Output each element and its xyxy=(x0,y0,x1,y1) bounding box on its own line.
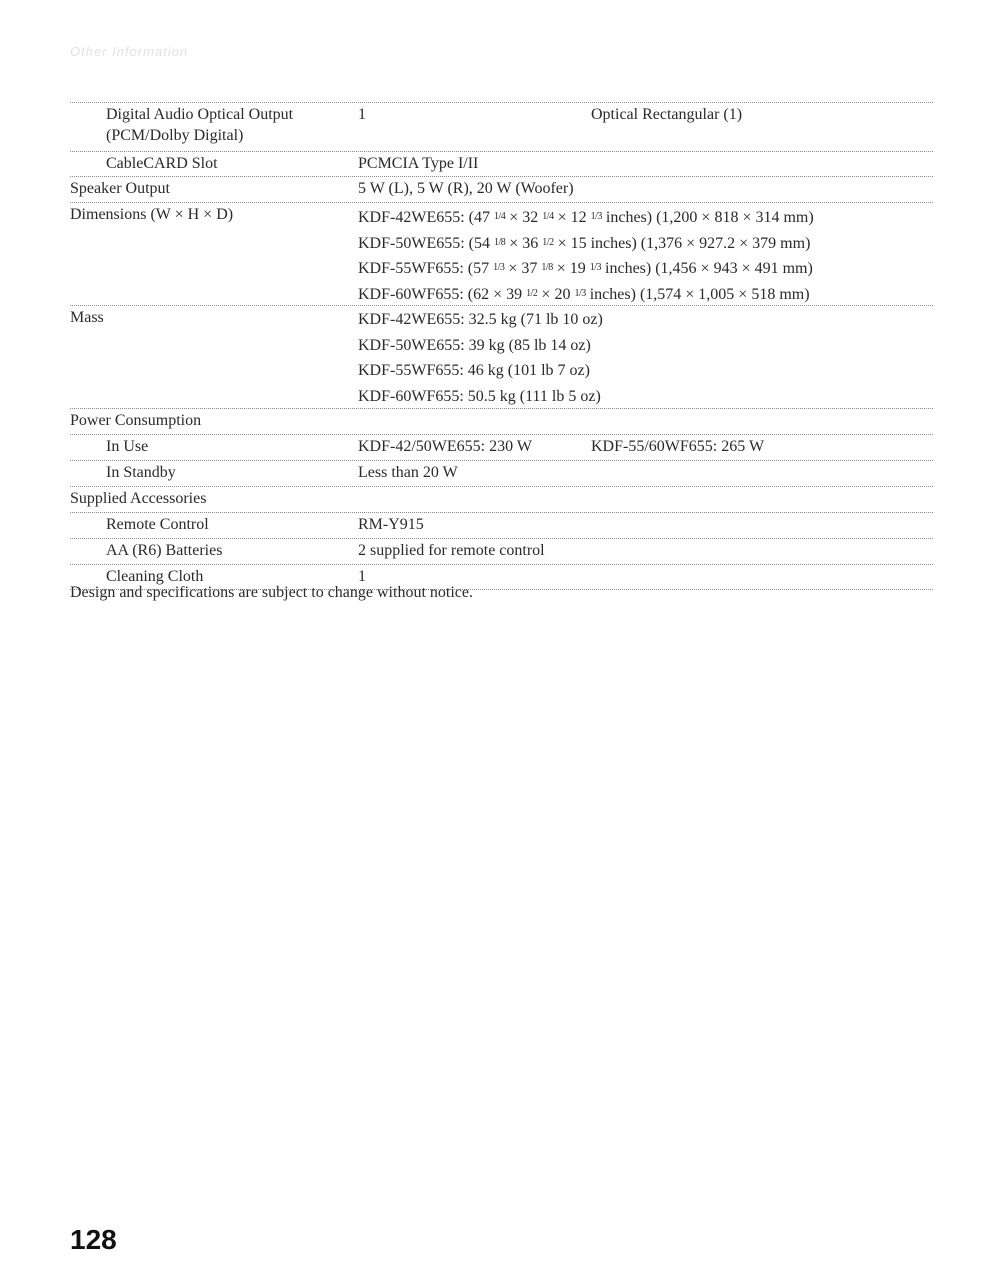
spec-label: Digital Audio Optical Output (PCM/Dolby Digital) xyxy=(106,106,294,144)
spec-value: 2 supplied for remote control xyxy=(358,542,545,559)
spec-row-in-use xyxy=(70,434,933,460)
spec-row-mass xyxy=(70,305,933,408)
spec-row-speaker-output xyxy=(70,176,933,202)
spec-value: 1 xyxy=(358,106,366,123)
dimension-line: KDF-55WF655: (57 1/3 × 37 1/8 × 19 1/3 inches) (1,456 × 943 × 491 mm) xyxy=(358,260,813,277)
specifications-table xyxy=(70,102,933,590)
disclaimer-note: Design and specifications are subject to change without notice. xyxy=(70,584,473,601)
spec-value-secondary: Optical Rectangular (1) xyxy=(591,106,743,123)
spec-row-dimensions xyxy=(70,202,933,305)
mass-line: KDF-42WE655: 32.5 kg (71 lb 10 oz) xyxy=(358,311,603,328)
spec-value-list xyxy=(358,307,603,409)
spec-value: RM-Y915 xyxy=(358,516,424,533)
spec-row-remote-control xyxy=(70,512,933,538)
spec-value-list xyxy=(358,204,814,306)
spec-value: PCMCIA Type I/II xyxy=(358,155,479,172)
spec-value-secondary: KDF-55/60WF655: 265 W xyxy=(591,438,765,455)
mass-line: KDF-60WF655: 50.5 kg (111 lb 5 oz) xyxy=(358,387,601,405)
spec-label: Mass xyxy=(70,309,104,326)
dimension-line: KDF-50WE655: (54 1/8 × 36 1/2 × 15 inches) (1,376 × 927.2 × 379 mm) xyxy=(358,234,811,252)
spec-value: 5 W (L), 5 W (R), 20 W (Woofer) xyxy=(358,180,574,197)
spec-label: In Standby xyxy=(106,464,176,481)
mass-line: KDF-50WE655: 39 kg (85 lb 14 oz) xyxy=(358,336,591,354)
spec-row-cablecard xyxy=(70,151,933,176)
spec-label: AA (R6) Batteries xyxy=(106,542,223,559)
spec-row-supplied-accessories xyxy=(70,486,933,512)
spec-value: KDF-42/50WE655: 230 W xyxy=(358,438,532,455)
spec-label: Supplied Accessories xyxy=(70,490,207,507)
spec-row-batteries xyxy=(70,538,933,564)
page-number: 128 xyxy=(70,1224,117,1255)
dimension-line: KDF-42WE655: (47 1/4 × 32 1/4 × 12 1/3 inches) (1,200 × 818 × 314 mm) xyxy=(358,209,814,226)
spec-row-power-consumption xyxy=(70,408,933,434)
spec-label: Cleaning Cloth xyxy=(106,568,204,585)
spec-label: Speaker Output xyxy=(70,180,170,197)
spec-value: 1 xyxy=(358,568,366,585)
spec-label: Remote Control xyxy=(106,516,209,533)
spec-label: Power Consumption xyxy=(70,412,202,429)
spec-value: Less than 20 W xyxy=(358,464,458,481)
mass-line: KDF-55WF655: 46 kg (101 lb 7 oz) xyxy=(358,362,590,379)
section-header: Other Information xyxy=(70,44,189,59)
spec-row-optical-output xyxy=(70,102,933,151)
spec-label: In Use xyxy=(106,438,149,455)
spec-label: Dimensions (W × H × D) xyxy=(70,206,234,223)
spec-label: CableCARD Slot xyxy=(106,155,218,172)
spec-row-in-standby xyxy=(70,460,933,486)
dimension-line: KDF-60WF655: (62 × 39 1/2 × 20 1/3 inches) (1,574 × 1,005 × 518 mm) xyxy=(358,285,810,303)
